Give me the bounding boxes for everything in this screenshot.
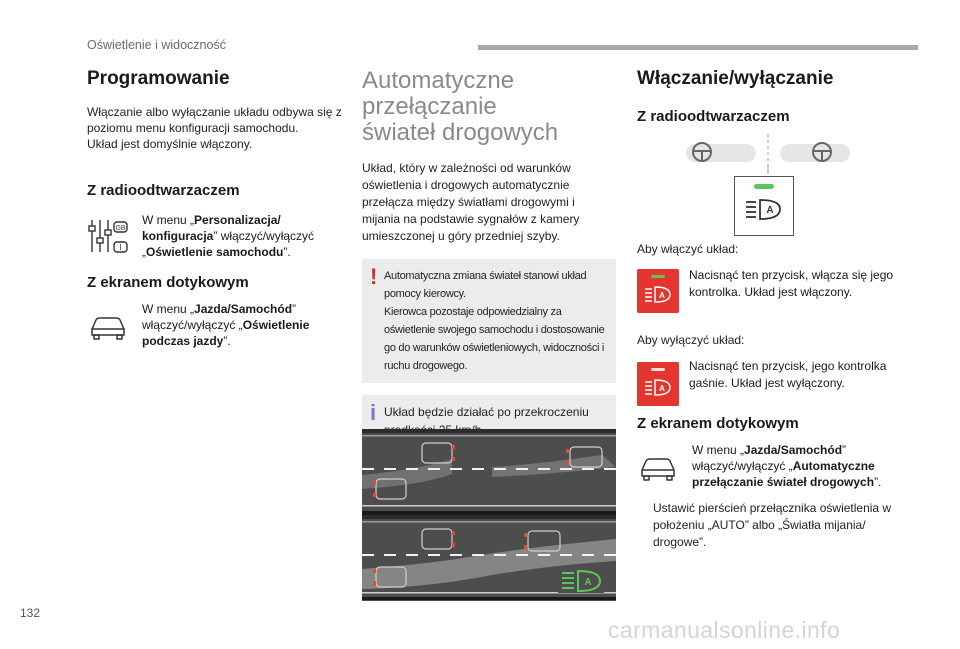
touch-menu-prefix: W menu „: [142, 302, 195, 316]
col3-touch-heading: Z ekranem dotykowym: [637, 415, 799, 432]
enable-text: Nacisnąć ten przycisk, włącza się jego kontrolka. Układ jest włączony.: [689, 268, 894, 299]
steering-wheel-diagram: [686, 134, 850, 174]
enable-row: [637, 267, 907, 319]
info-icon: i: [370, 400, 377, 425]
enable-disable-title: Włączanie/wyłączanie: [637, 68, 834, 89]
col3-touch-menu-text: [692, 442, 907, 490]
car-icon: [87, 305, 129, 345]
column-auto-high-beam: [362, 64, 616, 483]
disable-label: Aby wyłączyć układ:: [637, 333, 745, 347]
col3-radio-heading: Z radioodtwarzaczem: [637, 108, 790, 125]
radio-menu-suffix: ”.: [283, 245, 291, 259]
svg-text:I: I: [119, 243, 122, 252]
radio-menu-prefix: W menu „: [142, 213, 195, 227]
col3-touch-menu-prefix: W menu „: [692, 443, 745, 457]
auto-high-beam-title: [362, 68, 616, 146]
auto-high-beam-indicator-icon: [558, 569, 604, 593]
col3-touch-section: [637, 415, 907, 551]
touch-menu-text: [142, 301, 345, 349]
radio-menu-text: [142, 212, 345, 260]
touch-menu-suffix: ”.: [223, 334, 231, 348]
enable-label: Aby włączyć układ:: [637, 242, 739, 256]
lighting-ring-bullet: [637, 500, 907, 551]
page-number: 132: [20, 606, 41, 620]
settings-sliders-icon: [87, 216, 129, 256]
running-header: Oświetlenie i widoczność: [87, 38, 226, 52]
auto-title-line-2: świateł drogowych: [362, 119, 559, 146]
road-illustration-low-beam: [362, 429, 616, 515]
radio-heading: Z radioodtwarzaczem: [87, 182, 240, 199]
svg-text:A: A: [584, 577, 592, 588]
col3-touch-menu-suffix: ”.: [874, 475, 882, 489]
car-icon: [637, 446, 679, 486]
touch-menu-mid: ” włączyć/wyłączyć „: [142, 302, 297, 332]
auto-intro: Układ, który w zależności od warunków oświetlenia i drogowych automatycznie przełącza między światłami drogowymi i mijania na podstawie sygnałów z kamery umieszczonej u góry przedniej szyby.: [362, 161, 580, 243]
watermark: carmanualsonline.info: [608, 617, 841, 643]
road-illustration-high-beam: [362, 515, 616, 601]
auto-beam-button-on-icon[interactable]: [637, 269, 679, 313]
col3-touch-menu-mid: ” włączyć/wyłączyć „: [692, 443, 847, 473]
svg-text:A: A: [659, 291, 665, 300]
touch-heading: Z ekranem dotykowym: [87, 274, 249, 291]
auto-high-beam-button-icon[interactable]: [734, 176, 794, 236]
warning-icon: !: [370, 264, 378, 289]
lighting-ring-text: Ustawić pierścień przełącznika oświetlenia w położeniu „AUTO” albo „Światła mijania/ drogowe”.: [653, 501, 892, 549]
enable-section: [637, 241, 907, 319]
programming-title: Programowanie: [87, 68, 230, 89]
header-divider-bar: [478, 45, 918, 50]
touch-menu-option: Oświetlenie podczas jazdy: [142, 318, 310, 348]
warning-line-2: Kierowca pozostaje odpowiedzialny za oświetlenie swojego samochodu i dostosowanie go do warunków oświetleniowych, widoczności i ruchu drogowego.: [384, 306, 605, 372]
warning-note: [362, 259, 616, 383]
radio-menu-path: Personalizacja/ konfiguracja: [142, 213, 281, 243]
svg-text:A: A: [766, 205, 774, 216]
radio-menu-option: Oświetlenie samochodu: [146, 245, 284, 259]
auto-beam-button-off-icon[interactable]: [637, 362, 679, 406]
svg-text:GB: GB: [115, 225, 126, 232]
auto-title-line-1: Automatyczne przełączanie: [362, 67, 515, 120]
info-line-1: Układ będzie działać po przekroczeniu: [384, 405, 589, 419]
disable-row: [637, 358, 907, 410]
programming-intro-1: Włączanie albo wyłączanie układu odbywa się z poziomu menu konfiguracji samochodu.: [87, 105, 342, 135]
disable-section: [637, 332, 907, 410]
programming-intro: [87, 104, 345, 152]
column-enable-disable: [637, 64, 907, 125]
svg-text:A: A: [659, 384, 665, 393]
radio-menu-mid: ” włączyć/wyłączyć „: [142, 229, 315, 259]
col3-touch-menu-option: Automatyczne przełączanie świateł drogowych: [692, 459, 875, 489]
radio-menu-row: [87, 212, 345, 260]
programming-intro-2: Układ jest domyślnie włączony.: [87, 137, 253, 151]
warning-line-1: Automatyczna zmiana świateł stanowi układ pomocy kierowcy.: [384, 270, 587, 300]
warning-text: [384, 267, 606, 375]
disable-text: Nacisnąć ten przycisk, jego kontrolka gaśnie. Układ jest wyłączony.: [689, 359, 887, 390]
column-programming: [87, 64, 345, 349]
touch-menu-path: Jazda/Samochód: [194, 302, 293, 316]
col3-touch-menu-row: [637, 442, 907, 490]
touch-menu-row: [87, 301, 345, 349]
col3-touch-menu-path: Jazda/Samochód: [744, 443, 843, 457]
